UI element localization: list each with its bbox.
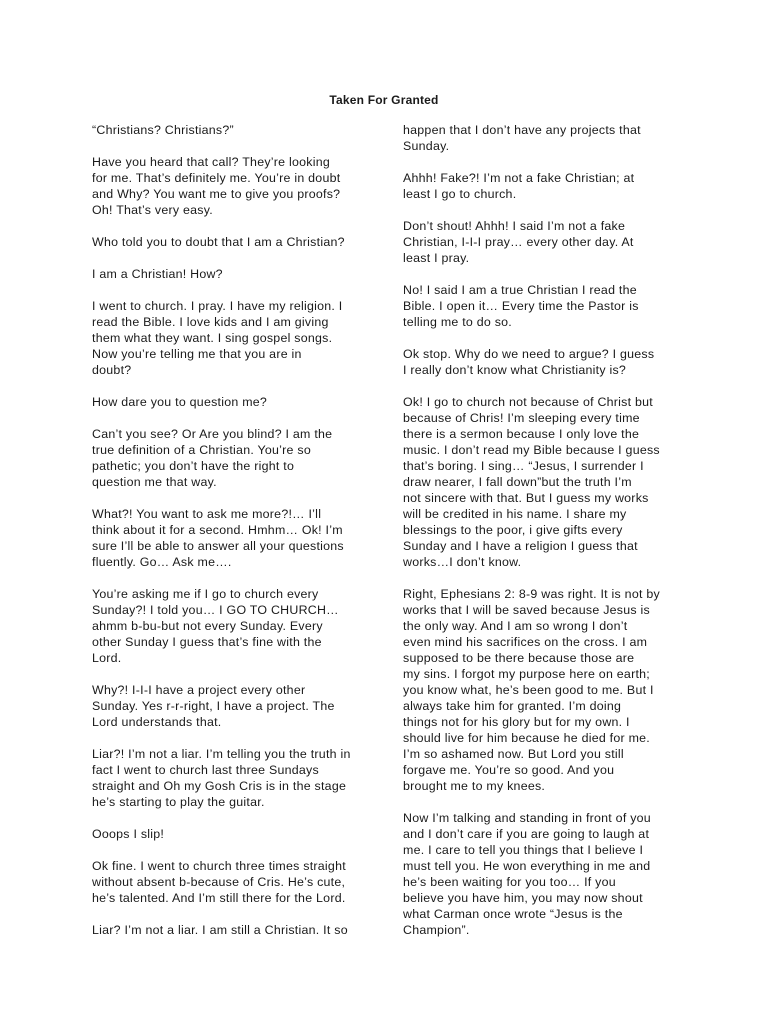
paragraph: Ok! I go to church not because of Christ but because of Chris! I’m sleeping every time there is a sermon because I only love the music. I don’t read my Bible because I guess that’s boring. I sing… “Jesus, I surrender I draw nearer, I fall down”but the truth I’m not sincere with that. But I guess my works will be credited in his name. I share my blessings to the poor, i give gifts every Sunday and I have a religion I guess that works…I don’t know. xyxy=(403,395,660,569)
paragraph: How dare you to question me? xyxy=(92,395,268,409)
paragraph: Ok fine. I went to church three times straight without absent b-because of Cris. He’s cute, he’s talented. And I’m still there for the Lord. xyxy=(92,859,346,905)
paragraph: You’re asking me if I go to church every Sunday?! I told you… I GO TO CHURCH… ahmm b-bu-but not every Sunday. Every other Sunday I guess that’s fine with the Lord. xyxy=(92,587,339,665)
paragraph: “Christians? Christians?” xyxy=(92,123,234,137)
paragraph: Ok stop. Why do we need to argue? I guess I really don’t know what Christianity is? xyxy=(403,347,655,377)
left-column xyxy=(92,122,392,954)
paragraph: happen that I don’t have any projects that Sunday. xyxy=(403,123,641,153)
paragraph: Have you heard that call? They’re looking for me. That’s definitely me. You’re in doubt and Why? You want me to give you proofs? Oh! That’s very easy. xyxy=(92,155,341,217)
paragraph: Why?! I-I-I have a project every other Sunday. Yes r-r-right, I have a project. The Lord understands that. xyxy=(92,683,335,729)
right-column xyxy=(403,122,703,954)
paragraph: Who told you to doubt that I am a Christian? xyxy=(92,235,345,249)
paragraph: No! I said I am a true Christian I read the Bible. I open it… Every time the Pastor is telling me to do so. xyxy=(403,283,639,329)
paragraph: Liar? I’m not a liar. I am still a Christian. It so xyxy=(92,923,348,937)
paragraph: Ooops I slip! xyxy=(92,827,165,841)
paragraph: Now I’m talking and standing in front of you and I don’t care if you are going to laugh at me. I care to tell you things that I believe I must tell you. He won everything in me and he’s been waiting for you too… If you believe you have him, you may now shout what Carman once wrote “Jesus is the Champion”. xyxy=(403,811,651,937)
paragraph: Can’t you see? Or Are you blind? I am the true definition of a Christian. You’re so pathetic; you don’t have the right to question me that way. xyxy=(92,427,333,489)
paragraph: I am a Christian! How? xyxy=(92,267,223,281)
document-title: Taken For Granted xyxy=(329,93,439,107)
paragraph: Right, Ephesians 2: 8-9 was right. It is not by works that I will be saved because Jesus is the only way. And I am so wrong I don’t even mind his sacrifices on the cross. I am supposed to be there because those are my sins. I forgot my purpose here on earth; you know what, he’s been good to me. But I always take him for granted. I’m doing things not for his glory but for my own. I should live for him because he died for me. I’m so ashamed now. But Lord you still forgave me. You’re so good. And you brought me to my knees. xyxy=(403,587,660,793)
paragraph: Don’t shout! Ahhh! I said I’m not a fake Christian, I-I-I pray… every other day. At least I pray. xyxy=(403,219,634,265)
paragraph: I went to church. I pray. I have my religion. I read the Bible. I love kids and I am giving them what they want. I sing gospel songs. Now you’re telling me that you are in doubt? xyxy=(92,299,343,377)
paragraph: Ahhh! Fake?! I’m not a fake Christian; at least I go to church. xyxy=(403,171,635,201)
paragraph: What?! You want to ask me more?!… I’ll think about it for a second. Hmhm… Ok! I’m sure I’ll be able to answer all your questions fluently. Go… Ask me…. xyxy=(92,507,344,569)
paragraph: Liar?! I’m not a liar. I’m telling you the truth in fact I went to church last three Sundays straight and Oh my Gosh Cris is in the stage he’s starting to play the guitar. xyxy=(92,747,351,809)
